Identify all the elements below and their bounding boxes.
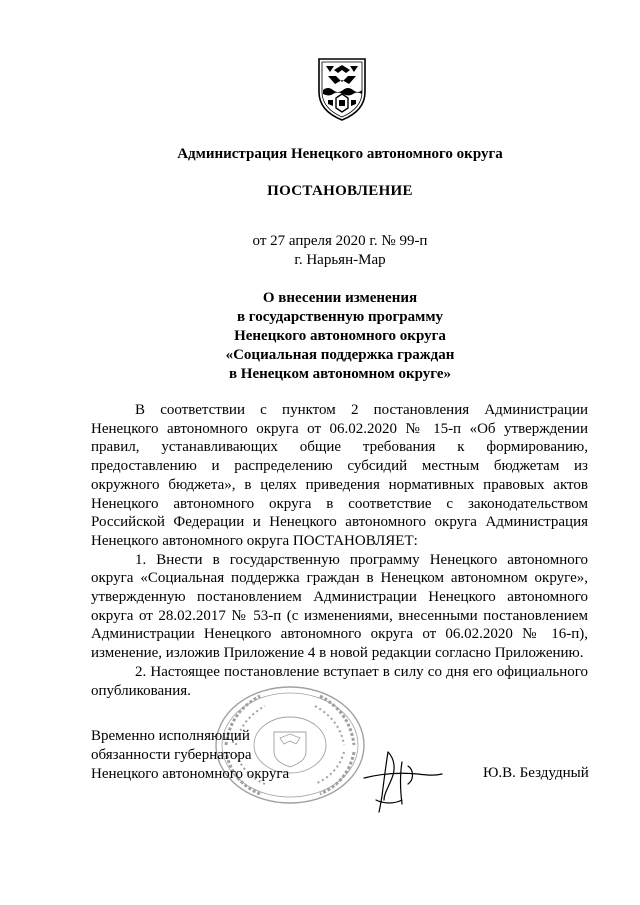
title-line: «Социальная поддержка граждан: [225, 347, 455, 363]
coat-of-arms-icon: [316, 56, 368, 122]
document-type: ПОСТАНОВЛЕНИЕ: [267, 183, 413, 199]
title-line: Ненецкого автономного округа: [234, 328, 446, 344]
position-line: обязанности губернатора: [91, 747, 252, 763]
title-line: О внесении изменения: [262, 290, 418, 306]
position-line: Ненецкого автономного округа: [91, 766, 290, 782]
organization-title: Администрация Ненецкого автономного округа: [177, 146, 503, 162]
position-line: Временно исполняющий: [91, 728, 250, 744]
preamble-paragraph: В соответствии с пунктом 2 постановления Администрации Ненецкого автономного округа от 06.02.2020 № 15-п «Об утверждении правил, устанавливающих общие требования к формированию, предоставлению и распределению субсидий местным бюджетам из окружного бюджета», в целях приведения нормативных правовых актов Ненецкого автономного округа в соответствие с законодательством Российской Федерации и Ненецкого автономного округа Администрация Ненецкого автономного округа ПОСТАНОВЛЯЕТ:: [91, 402, 588, 549]
document-body: [91, 401, 588, 700]
clause-2-paragraph: 2. Настоящее постановление вступает в силу со дня его официального опубликования.: [91, 663, 588, 699]
signatory-position: [91, 727, 289, 784]
signatory-name: Ю.В. Бездудный: [483, 765, 589, 781]
title-line: в Ненецком автономном округе»: [228, 366, 452, 382]
handwritten-signature: [362, 744, 444, 814]
clause-1-paragraph: 1. Внести в государственную программу Ненецкого автономного округа «Социальная поддержка граждан в Ненецком автономном округе», утвержденную постановлением Администрации Ненецкого автономного округа от 28.02.2017 № 53-п (с изменениями, внесенными постановлением Администрации Ненецкого автономного округа от 06.02.2020 № 16-п), изменение, изложив Приложение 4 в новой редакции согласно Приложению.: [91, 551, 588, 662]
date-and-number: от 27 апреля 2020 г. № 99-п: [252, 233, 428, 249]
city: г. Нарьян-Мар: [294, 252, 386, 268]
title-line: в государственную программу: [236, 309, 444, 325]
document-title: [0, 289, 640, 384]
